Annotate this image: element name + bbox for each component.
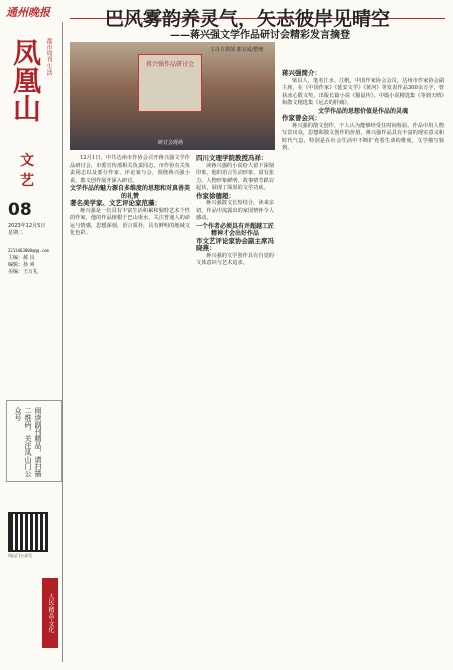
- staff-copyeditor: 编辑：孙 爽: [8, 262, 35, 268]
- article-column-3: [282, 70, 444, 665]
- speaker-name: 作家曾会兴：: [282, 114, 321, 122]
- section-heading: 文学作品的思想价值是作品的灵魂: [317, 107, 408, 115]
- body-paragraph: 蒋兴强散文长短结合，读来亲切，作品中流露出的家国情怀令人感动。: [196, 200, 274, 221]
- issue-date: 2023年12月5日: [8, 223, 46, 229]
- body-paragraph: 蒋兴强的散文创作，个人认为能够经受住时间检验。作品中用人物写景出众，思想和散文创作的价值，蒋兴强作品具有丰富的现实意义和时代气息，特别是在社会生活中不断扩充着生命的维度，文学描写独到。: [282, 122, 444, 151]
- event-banner: [138, 54, 202, 112]
- body-paragraph: 读蒋兴强的小说给人留下深刻印象，他的语言生动形象，富有张力，人物形象鲜明，故事情节跌宕起伏，展现了深厚的文学功底。: [196, 162, 274, 191]
- speaker-name: 著名美学家、文艺评论家范藻：: [70, 199, 161, 207]
- page-info-sidebar: [4, 38, 62, 276]
- page-subtitle: 都市周刊 生活: [45, 38, 52, 76]
- bio-paragraph: 梁县人，笔名江水、江帆，中国作家协会会员，达州市作家协会副主席，在《中国作家》《延安文学》《黄河》等发表作品300余万字，曾获冰心散文奖、出版长篇小说《猫鼠传》。中篇小说精选集《等到天晴》和散文精选集《远去的肝痛》。: [282, 77, 444, 106]
- red-banner: 人民·精品·文化: [42, 578, 58, 648]
- speaker-name: 四川文理学院教授冯祥：: [196, 154, 268, 162]
- section-heading: 一个作者必须具有并超越工匠精神才会出好作品: [196, 222, 275, 237]
- speaker-name: 市文艺评论家协会副主席冯晓燕：: [196, 236, 274, 252]
- event-photo: [70, 42, 275, 150]
- intro-paragraph: 12月1日，中共达州市作协会召开蒋兴强文学作品研讨会，市委宣传部相关负责同志，市作协有关负责同志以及部分作家、评论家与会，围绕蒋兴强小说、散文创作展开深入研讨。: [70, 155, 190, 184]
- photo-credit: 主办方供图 郭宜成/整理: [210, 47, 264, 53]
- section-name: 文 艺: [20, 153, 40, 189]
- body-paragraph: 蒋兴强的文学创作具有自觉的文体意识与艺术追求。: [196, 252, 274, 266]
- section-heading: 文学作品的魅力源自多维度的思想和对真善美的礼赞: [70, 185, 191, 200]
- banner-text: 蒋兴强作品研讨会: [145, 61, 194, 68]
- masthead-logo: 通州晚报: [6, 6, 50, 19]
- bio-heading: 蒋兴强简介：: [282, 69, 321, 77]
- page-number: 08: [8, 200, 32, 220]
- qr-code[interactable]: [8, 512, 48, 552]
- column-divider: [62, 22, 63, 662]
- speaker-name: 作家徐德超：: [196, 191, 235, 200]
- article-headline: 巴风雾韵养灵气，矢志彼岸见晴空: [105, 8, 391, 30]
- issue-weekday: 星期二: [8, 230, 24, 236]
- staff-list: [8, 255, 62, 276]
- article-subhead: ——蒋兴强文学作品研讨会精彩发言摘登: [170, 30, 350, 41]
- staff-designer: 美编：王万礼: [8, 269, 39, 275]
- page-title: 凤凰山: [9, 38, 42, 122]
- qr-label: 凤山门公众号: [8, 553, 32, 558]
- staff-editor: 主编：郝 良: [8, 255, 35, 261]
- body-paragraph: 蒋兴强是一位具有丰富生活积累和独特艺术个性的作家，他的作品植根于巴山渠水，关注普通人的命运与情感，思想深刻，语言质朴，具有鲜明的地域文化色彩。: [70, 207, 190, 236]
- photo-caption: 研讨会现场: [158, 140, 184, 146]
- contact-email: 2213463800@qq.com: [8, 248, 49, 253]
- promo-box: [6, 400, 62, 482]
- article-column-1: [70, 155, 190, 665]
- article-column-2: [196, 155, 274, 665]
- promo-text: 阅读副刊精品，请扫描二维码，关注凤山门公众号: [14, 407, 42, 477]
